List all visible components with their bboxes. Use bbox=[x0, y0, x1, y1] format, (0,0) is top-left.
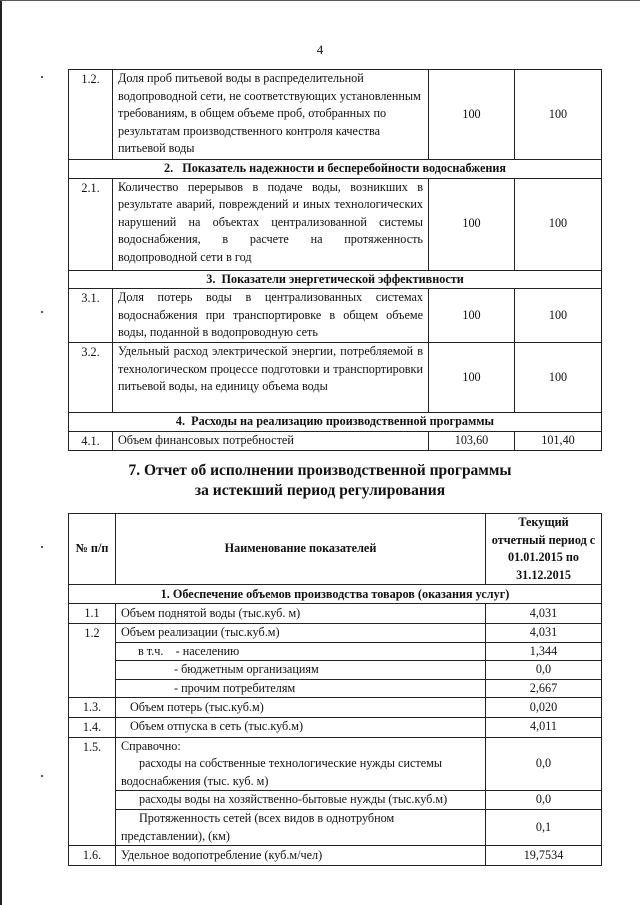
row-value-2: 100 bbox=[515, 178, 602, 270]
row-value-1: 100 bbox=[429, 289, 515, 343]
scan-speck bbox=[41, 311, 43, 313]
section-title: 3. Показатели энергетической эффективности bbox=[69, 270, 602, 289]
scan-edge-left bbox=[0, 0, 2, 905]
table-row bbox=[69, 717, 602, 737]
row-number: 3.1. bbox=[69, 289, 113, 343]
row-value-2: 100 bbox=[515, 289, 602, 343]
reference-label: Справочно: bbox=[121, 738, 181, 753]
table-row bbox=[69, 846, 602, 866]
table-row bbox=[69, 342, 602, 412]
row-value-1: 100 bbox=[429, 178, 515, 270]
section-row bbox=[69, 585, 602, 604]
section-row bbox=[69, 270, 602, 289]
section-title: 1. Обеспечение объемов производства товаров (оказания услуг) bbox=[69, 585, 602, 604]
table-row bbox=[69, 178, 602, 270]
report-title bbox=[0, 461, 640, 501]
table-row bbox=[69, 679, 602, 698]
row-value-2: 100 bbox=[515, 70, 602, 160]
table-row bbox=[69, 661, 602, 680]
row-value: 0,0 bbox=[486, 737, 602, 791]
table-row bbox=[69, 604, 602, 624]
row-value: 2,667 bbox=[486, 679, 602, 698]
row-value-1: 103,60 bbox=[429, 431, 515, 451]
table-row bbox=[69, 698, 602, 718]
row-value-2: 100 bbox=[515, 342, 602, 412]
header-name: Наименование показателей bbox=[116, 514, 486, 585]
row-text: Объем реализации (тыс.куб.м) bbox=[116, 623, 486, 642]
section-row bbox=[69, 412, 602, 431]
row-number: 1.5. bbox=[69, 737, 116, 846]
row-text: - прочим потребителям bbox=[116, 679, 486, 698]
scan-speck bbox=[41, 546, 43, 548]
table-row bbox=[69, 809, 602, 845]
row-text: Протяженность сетей (всех видов в однотрубном представлении), (км) bbox=[116, 809, 486, 845]
table-row bbox=[69, 70, 602, 160]
table-row bbox=[69, 431, 602, 451]
table-row bbox=[69, 737, 602, 791]
row-text: Доля проб питьевой воды в распределительной водопроводной сети, не соответствующих установленным требованиям, в общем объеме проб, отобранных по результатам производственного контроля качества питьевой воды bbox=[113, 70, 429, 160]
row-number: 1.2. bbox=[69, 70, 113, 160]
report-title-line-2: за истекший период регулирования bbox=[194, 482, 446, 499]
row-value: 1,344 bbox=[486, 642, 602, 661]
row-text: Объем потерь (тыс.куб.м) bbox=[116, 698, 486, 718]
row-number: 1.2 bbox=[69, 623, 116, 697]
header-row bbox=[69, 514, 602, 585]
indicators-table bbox=[68, 69, 602, 451]
scan-speck bbox=[41, 775, 43, 777]
row-text: в т.ч. - населению bbox=[116, 642, 486, 661]
row-number: 3.2. bbox=[69, 342, 113, 412]
table-row bbox=[69, 791, 602, 810]
row-value: 19,7534 bbox=[486, 846, 602, 866]
row-text: Удельный расход электрической энергии, потребляемой в технологическом процессе подготовки и транспортировки питьевой воды, на единицу объема воды bbox=[113, 342, 429, 412]
row-value-1: 100 bbox=[429, 70, 515, 160]
row-value: 4,031 bbox=[486, 623, 602, 642]
section-row bbox=[69, 160, 602, 179]
section-title: 2. Показатель надежности и бесперебойности водоснабжения bbox=[69, 160, 602, 179]
section-title: 4. Расходы на реализацию производственной программы bbox=[69, 412, 602, 431]
report-table bbox=[68, 513, 602, 866]
row-text-block bbox=[116, 737, 486, 791]
row-text: расходы воды на хозяйственно-бытовые нужды (тыс.куб.м) bbox=[116, 791, 486, 810]
row-value-2: 101,40 bbox=[515, 431, 602, 451]
row-value: 0,0 bbox=[486, 661, 602, 680]
row-text: Доля потерь воды в централизованных системах водоснабжения при транспортировке в общем объеме воды, поданной в водопроводную сеть bbox=[113, 289, 429, 343]
row-text: Удельное водопотребление (куб.м/чел) bbox=[116, 846, 486, 866]
row-number: 1.1 bbox=[69, 604, 116, 624]
row-text: Объем финансовых потребностей bbox=[113, 431, 429, 451]
row-value: 0,1 bbox=[486, 809, 602, 845]
row-value: 0,0 bbox=[486, 791, 602, 810]
row-number: 1.3. bbox=[69, 698, 116, 718]
row-text: расходы на собственные технологические нужды системы водоснабжения (тыс. куб. м) bbox=[121, 756, 443, 788]
row-text: Количество перерывов в подаче воды, возникших в результате аварий, повреждений и иных технологических нарушений на объектах централизованной системы водоснабжения, в расчете на протяженность водопроводной сети в год bbox=[113, 178, 429, 270]
table-row bbox=[69, 623, 602, 642]
page-number: 4 bbox=[316, 42, 324, 57]
row-value: 0,020 bbox=[486, 698, 602, 718]
row-text: Объем поднятой воды (тыс.куб. м) bbox=[116, 604, 486, 624]
row-text: - бюджетным организациям bbox=[116, 661, 486, 680]
row-value: 4,031 bbox=[486, 604, 602, 624]
table-row bbox=[69, 642, 602, 661]
scan-edge-top bbox=[0, 0, 640, 1]
row-number: 4.1. bbox=[69, 431, 113, 451]
row-text: Объем отпуска в сеть (тыс.куб.м) bbox=[116, 717, 486, 737]
header-num: № п/п bbox=[69, 514, 116, 585]
header-period: Текущий отчетный период с 01.01.2015 по 31.12.2015 bbox=[486, 514, 602, 585]
scan-speck bbox=[41, 76, 43, 78]
row-number: 1.4. bbox=[69, 717, 116, 737]
row-number: 1.6. bbox=[69, 846, 116, 866]
row-value-1: 100 bbox=[429, 342, 515, 412]
row-value: 4,011 bbox=[486, 717, 602, 737]
row-number: 2.1. bbox=[69, 178, 113, 270]
report-title-line-1: 7. Отчет об исполнении производственной программы bbox=[128, 462, 512, 479]
table-row bbox=[69, 289, 602, 343]
